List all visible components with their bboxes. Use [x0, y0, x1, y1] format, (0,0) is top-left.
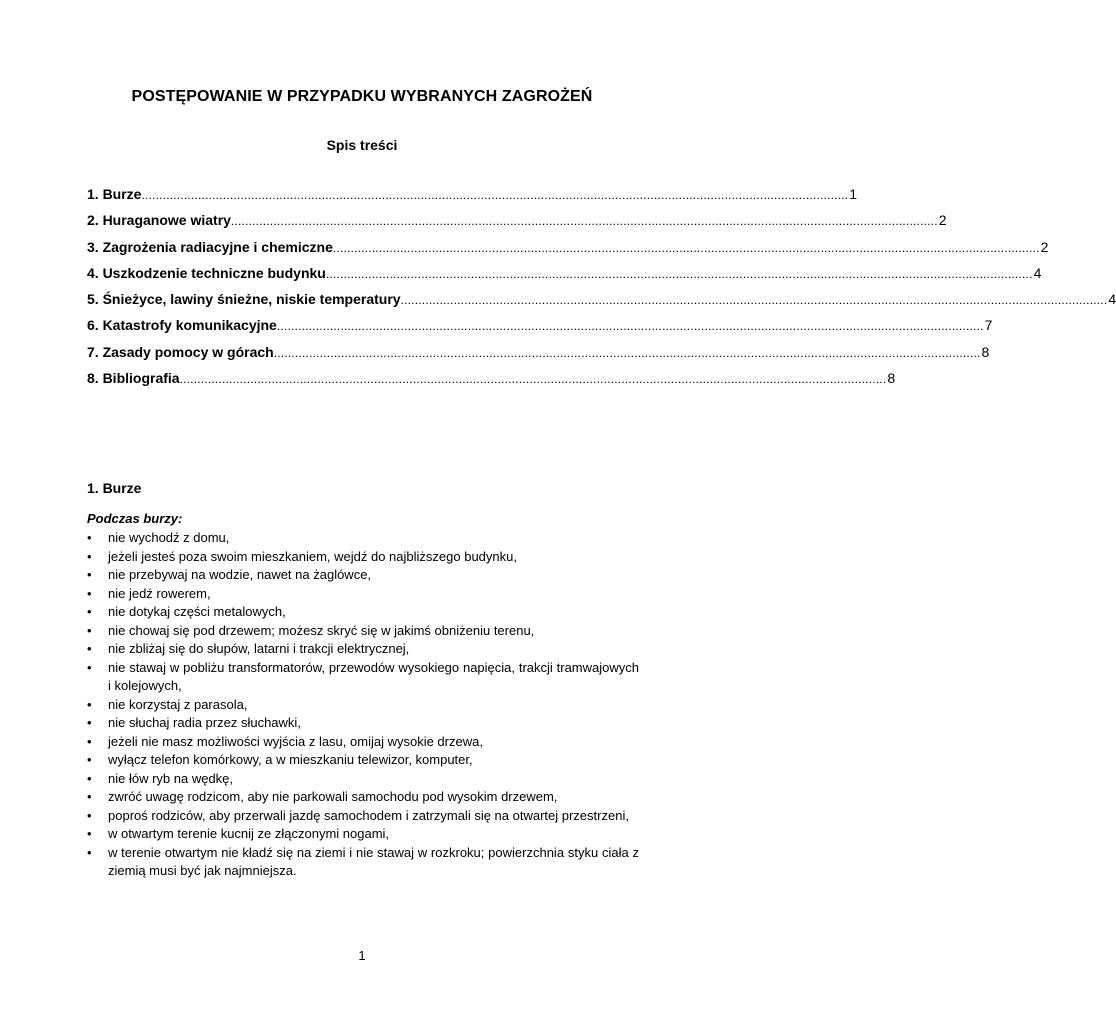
toc-leader-dots: ........................................................................................................................................................................................................ [179, 372, 887, 387]
toc-entry[interactable] [87, 264, 1042, 291]
bullet-list [87, 529, 639, 881]
toc-leader-dots: ........................................................................................................................................................................................................ [332, 240, 1040, 255]
list-item [87, 825, 639, 844]
toc-entry-page: 4 [1108, 291, 1116, 308]
list-item [87, 751, 639, 770]
list-item [87, 807, 639, 826]
toc-entry[interactable] [87, 212, 947, 238]
list-item [87, 696, 639, 715]
bullet-icon [87, 585, 108, 604]
bullet-icon [87, 844, 108, 863]
list-item [87, 622, 639, 641]
list-item [87, 788, 639, 807]
section-heading: 1. Burze [87, 480, 142, 496]
list-item-text: nie dotykaj części metalowych, [108, 604, 286, 619]
toc-entry[interactable] [87, 291, 1116, 317]
toc-entry-label: 6. Katastrofy komunikacyjne [87, 317, 277, 334]
toc-entry-label: 3. Zagrożenia radiacyjne i chemiczne [87, 238, 333, 255]
list-item-text: nie łów ryb na wędkę, [108, 770, 234, 786]
list-item [87, 844, 639, 881]
bullet-icon [87, 622, 108, 641]
bullet-icon [87, 696, 108, 715]
toc-leader-dots: ........................................................................................................................................................................................................ [276, 319, 984, 334]
toc-entry-page: 4 [1033, 264, 1042, 281]
toc-entry-page: 8 [887, 370, 896, 387]
toc-leader-dots: ........................................................................................................................................................................................................ [141, 188, 849, 202]
toc-entry-page: 8 [981, 343, 990, 360]
document-title: POSTĘPOWANIE W PRZYPADKU WYBRANYCH ZAGROŻEŃ [131, 88, 593, 105]
toc-entry-label: 1. Burze [87, 186, 142, 202]
list-item [87, 585, 639, 604]
toc-entry-page: 2 [938, 212, 947, 229]
toc-entry-label: 2. Huraganowe wiatry [87, 212, 231, 229]
list-item [87, 529, 639, 548]
list-item [87, 603, 639, 622]
bullet-icon [87, 548, 108, 567]
list-item [87, 733, 639, 752]
bullet-icon [87, 566, 108, 585]
list-item-text: jeżeli jesteś poza swoim mieszkaniem, wejdź do najbliższego budynku, [108, 548, 517, 564]
list-item-text: nie zbliżaj się do słupów, latarni i trakcji elektrycznej, [108, 641, 410, 656]
list-item [87, 659, 639, 696]
list-item [87, 566, 639, 585]
list-item [87, 548, 639, 567]
toc-entry[interactable] [87, 238, 1049, 265]
bullet-icon [87, 659, 108, 678]
toc-leader-dots: ........................................................................................................................................................................................................ [230, 214, 938, 229]
toc-entry-label: 4. Uszkodzenie techniczne budynku [87, 264, 326, 281]
toc-entry-label: 8. Bibliografia [87, 370, 180, 387]
toc-heading: Spis treści [326, 137, 398, 153]
table-of-contents [87, 186, 1116, 396]
list-item [87, 714, 639, 733]
list-item-text: zwróć uwagę rodzicom, aby nie parkowali samochodu pod wysokim drzewem, [108, 789, 558, 804]
toc-leader-dots: ........................................................................................................................................................................................................ [273, 345, 981, 360]
bullet-icon [87, 770, 108, 789]
toc-entry[interactable] [87, 186, 858, 212]
list-item-text: nie stawaj w pobliżu transformatorów, przewodów wysokiego napięcia, trakcji tramwajowych i kolejowych, [108, 659, 639, 693]
bullet-icon [87, 807, 108, 826]
list-item-text: poproś rodziców, aby przerwali jazdę samochodem i zatrzymali się na otwartej przestrzeni, [108, 807, 629, 823]
bullet-icon [87, 714, 108, 733]
toc-entry-page: 7 [984, 317, 993, 334]
list-item-text: nie jedź rowerem, [108, 585, 211, 601]
bullet-icon [87, 733, 108, 752]
toc-entry[interactable] [87, 343, 990, 370]
list-item-text: jeżeli nie masz możliwości wyjścia z lasu, omijaj wysokie drzewa, [108, 733, 483, 749]
bullet-icon [87, 529, 108, 548]
list-item-text: nie wychodź z domu, [108, 530, 230, 545]
list-item-text: nie słuchaj radia przez słuchawki, [108, 715, 301, 730]
page-number: 1 [358, 948, 366, 963]
bullet-icon [87, 788, 108, 807]
list-item [87, 640, 639, 659]
list-item-text: w otwartym terenie kucnij ze złączonymi nogami, [108, 826, 390, 841]
toc-entry-label: 5. Śnieżyce, lawiny śnieżne, niskie temperatury [87, 291, 401, 308]
bullet-icon [87, 825, 108, 844]
toc-leader-dots: ........................................................................................................................................................................................................ [325, 266, 1033, 281]
toc-leader-dots: ........................................................................................................................................................................................................ [400, 293, 1108, 308]
list-item-text: nie przebywaj na wodzie, nawet na żaglówce, [108, 567, 372, 582]
list-item-text: wyłącz telefon komórkowy, a w mieszkaniu telewizor, komputer, [108, 752, 473, 767]
list-item-text: nie korzystaj z parasola, [108, 696, 248, 712]
section-subheading: Podczas burzy: [87, 511, 183, 526]
bullet-icon [87, 640, 108, 659]
list-item-text: w terenie otwartym nie kładź się na ziemi i nie stawaj w rozkroku; powierzchnia styku ciała z ziemią musi być jak najmniejsza. [108, 844, 639, 878]
list-item-text: nie chowaj się pod drzewem; możesz skryć się w jakimś obniżeniu terenu, [108, 622, 535, 638]
bullet-icon [87, 603, 108, 622]
bullet-icon [87, 751, 108, 770]
toc-entry-page: 2 [1040, 238, 1049, 255]
toc-entry-label: 7. Zasady pomocy w górach [87, 343, 274, 360]
toc-entry-page: 1 [849, 186, 858, 202]
toc-entry[interactable] [87, 317, 993, 343]
toc-entry[interactable] [87, 370, 896, 396]
list-item [87, 770, 639, 789]
